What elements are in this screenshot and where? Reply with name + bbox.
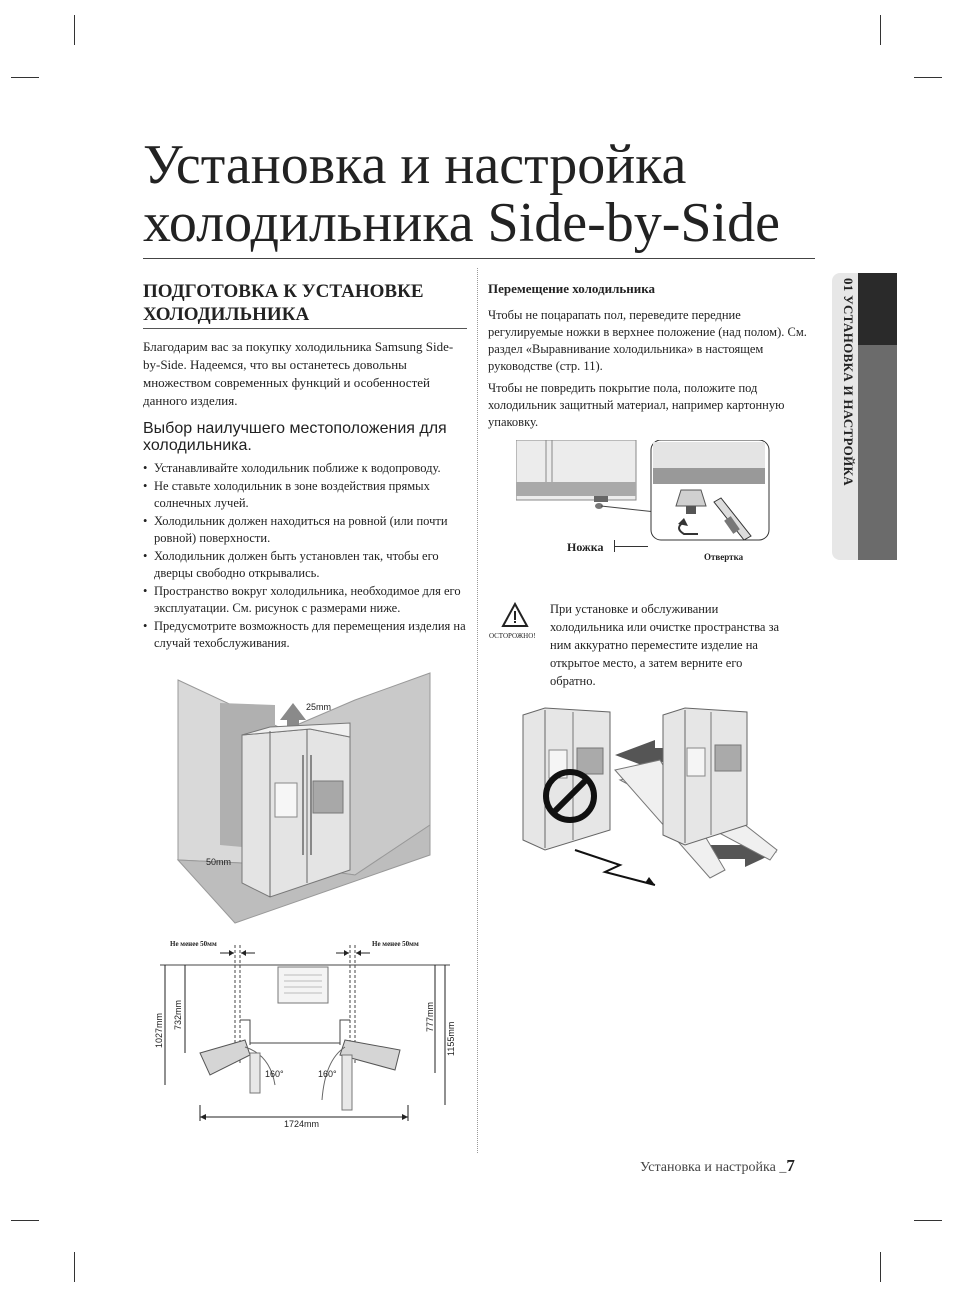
page-title-line1: Установка и настройка <box>143 134 687 196</box>
crop-mark <box>11 1220 39 1221</box>
moving-paragraph-2: Чтобы не повредить покрытие пола, положите под холодильник защитный материал, например картонную упаковку. <box>488 381 785 429</box>
crop-mark <box>914 1220 942 1221</box>
dim-1027-label: 1027mm <box>154 1012 164 1048</box>
side-tab-marker <box>858 273 897 345</box>
dim-777-label: 777mm <box>425 1001 435 1032</box>
page-title-line2: холодильника Side-by-Side <box>143 192 780 254</box>
right-gap-label: Не менее 50мм <box>372 940 419 948</box>
angle-right-label: 160° <box>318 1069 337 1079</box>
footer-text: Установка и настройка _ <box>640 1160 787 1175</box>
legs-illustration <box>516 440 771 550</box>
dim-width-label: 1724mm <box>284 1119 320 1129</box>
crop-mark <box>880 15 881 45</box>
dim-732-label: 732mm <box>173 999 183 1030</box>
side-gap-label: 50mm <box>206 857 232 867</box>
page-footer <box>640 1156 795 1176</box>
top-gap-label: 25mm <box>306 702 332 712</box>
caution-text: При установке и обслуживании холодильника или очистке пространства за ним аккуратно переместите изделие на открытое место, а затем верните его обратно. <box>550 602 780 688</box>
crop-mark <box>74 15 75 45</box>
intro-paragraph: Благодарим вас за покупку холодильника Samsung Side-by-Side. Надеемся, что вы останетесь довольны множеством современных функций и особенностей данного изделия. <box>143 339 454 408</box>
list-item: • Пространство вокруг холодильника, необходимое для его эксплуатации. См. рисунок с размерами ниже. <box>143 583 473 618</box>
column-divider <box>477 268 478 1153</box>
moving-heading: Перемещение холодильника <box>488 281 656 296</box>
list-item: • Устанавливайте холодильник поближе к водопроводу. <box>143 460 473 478</box>
moving-paragraph-1: Чтобы не поцарапать пол, переведите передние регулируемые ножки в верхнее положение (над полом). См. раздел «Выравнивание холодильника» в настоящем руководстве (стр. 11). <box>488 308 807 373</box>
side-tab-label: 01 УСТАНОВКА И НАСТРОЙКА <box>841 278 856 486</box>
clearance-illustration <box>175 665 435 925</box>
list-item: • Предусмотрите возможность для перемещения изделия на случай техобслуживания. <box>143 618 473 653</box>
crop-mark <box>880 1252 881 1282</box>
leg-pointer-tick <box>614 540 615 552</box>
page-number: 7 <box>786 1156 795 1175</box>
crop-mark <box>11 77 39 78</box>
section-heading-line1: ПОДГОТОВКА К УСТАНОВКЕ <box>143 281 424 302</box>
list-item: • Не ставьте холодильник в зоне воздействия прямых солнечных лучей. <box>143 478 473 513</box>
list-item: • Холодильник должен находиться на ровной (или почти ровной) поверхности. <box>143 513 473 548</box>
section-heading <box>143 280 467 329</box>
crop-mark <box>74 1252 75 1282</box>
moving-illustration <box>515 700 785 900</box>
crop-mark <box>914 77 942 78</box>
dim-1155-label: 1155mm <box>446 1021 456 1056</box>
leg-label: Ножка <box>567 540 604 554</box>
left-gap-label: Не менее 50мм <box>170 940 217 948</box>
leg-pointer-line <box>614 546 648 547</box>
screwdriver-label: Отвертка <box>704 552 744 562</box>
section-heading-line2: ХОЛОДИЛЬНИКА <box>143 304 310 325</box>
location-heading: Выбор наилучшего местоположения для холодильника. <box>143 420 447 454</box>
side-tab-band <box>858 345 897 560</box>
caution-icon <box>501 602 529 628</box>
location-bullet-list <box>143 460 473 653</box>
angle-left-label: 160° <box>265 1069 284 1079</box>
plan-dimension-drawing <box>150 935 465 1135</box>
page-title <box>143 136 815 259</box>
list-item: • Холодильник должен быть установлен так, чтобы его дверцы свободно открывались. <box>143 548 473 583</box>
caution-label: ОСТОРОЖНО! <box>489 632 536 640</box>
